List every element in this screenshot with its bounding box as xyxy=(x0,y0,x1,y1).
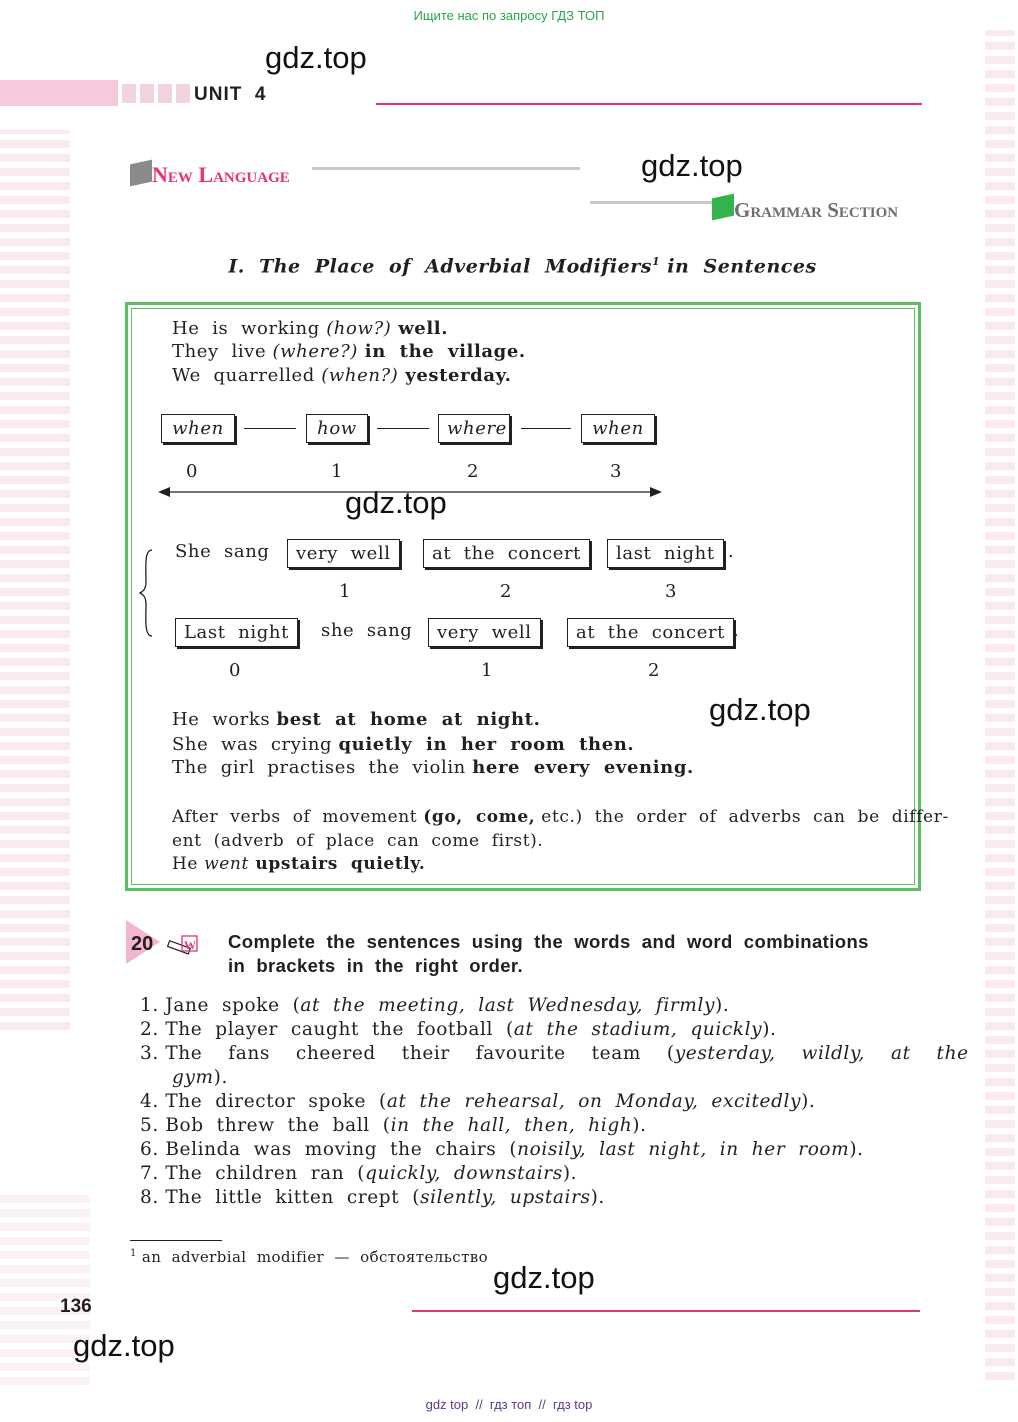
example-line: He is working (how?) well. xyxy=(172,318,449,339)
item-text: The fans cheered their favourite team ( xyxy=(158,1043,675,1064)
flag-icon xyxy=(130,160,152,187)
example-line: The girl practises the violin here every evening. xyxy=(172,757,694,778)
item-words: silently, upstairs xyxy=(420,1187,591,1208)
item-end: ). xyxy=(715,995,730,1016)
scheme-box: when xyxy=(161,414,235,443)
adverb-box: at the concert xyxy=(423,539,590,568)
scheme-number: 2 xyxy=(467,461,479,482)
position-number: 2 xyxy=(500,581,512,602)
position-number: 0 xyxy=(229,660,241,681)
item-words: quickly, downstairs xyxy=(365,1163,563,1184)
watermark: gdz.top xyxy=(641,148,743,183)
rule-note: After verbs of movement (go, come, etc.) the order of adverbs can be differ- xyxy=(172,807,949,827)
top-note: Ищите нас по запросу ГДЗ ТОП xyxy=(413,8,605,23)
sentence-start: She sang xyxy=(175,541,270,562)
item-number: 3. xyxy=(140,1043,159,1064)
watermark: gdz.top xyxy=(265,40,367,75)
item-end: ). xyxy=(849,1139,864,1160)
item-text: Jane spoke ( xyxy=(158,995,301,1016)
double-arrow xyxy=(158,484,662,500)
example-line: She was crying quietly in her room then. xyxy=(172,734,635,755)
item-number: 7. xyxy=(140,1163,159,1184)
task-instruction: Complete the sentences using the words and word combinations in brackets in the right order. xyxy=(228,931,869,976)
item-number: 6. xyxy=(140,1139,159,1160)
item-text: The director spoke ( xyxy=(158,1091,387,1112)
position-number: 2 xyxy=(648,660,660,681)
list-item xyxy=(140,1042,969,1066)
item-end: ). xyxy=(801,1091,816,1112)
section-title: I. The Place of Adverbial Modifiers$^1$ in Sentences xyxy=(228,255,817,278)
item-number: 2. xyxy=(140,1019,159,1040)
rule-box xyxy=(125,302,921,891)
adverb-box: Last night xyxy=(175,618,298,647)
right-decoration xyxy=(985,30,1015,1380)
list-item xyxy=(140,1162,920,1186)
item-text: The little kitten crept ( xyxy=(158,1187,421,1208)
item-end: ). xyxy=(213,1067,228,1088)
flag-icon xyxy=(712,194,734,221)
scheme-box: where xyxy=(438,414,510,443)
period: . xyxy=(728,541,735,562)
exercise-list xyxy=(140,994,969,1210)
item-words: in the hall, then, high xyxy=(390,1115,633,1136)
list-item xyxy=(140,1090,920,1114)
footnote: $^1$ an adverbial modifier — обстоятельство xyxy=(130,1248,489,1266)
watermark: gdz.top xyxy=(709,692,811,727)
watermark: gdz.top xyxy=(73,1328,175,1363)
position-number: 1 xyxy=(481,660,493,681)
item-words: noisily, last night, in her room xyxy=(517,1139,850,1160)
position-number: 1 xyxy=(339,581,351,602)
rule-note: ent (adverb of place can come first). xyxy=(172,831,544,851)
adverb-box: last night xyxy=(607,539,724,568)
item-end: ). xyxy=(590,1187,605,1208)
list-item xyxy=(140,994,920,1018)
item-words: at the stadium, quickly xyxy=(513,1019,763,1040)
list-item xyxy=(140,1186,920,1210)
item-words: gym xyxy=(172,1067,214,1088)
item-end: ). xyxy=(762,1019,777,1040)
item-words: at the meeting, last Wednesday, firmly xyxy=(300,995,716,1016)
list-item xyxy=(140,1066,920,1090)
rule-note: He went upstairs quietly. xyxy=(172,854,426,874)
scheme-number: 3 xyxy=(610,461,622,482)
sentence-middle: she sang xyxy=(321,620,413,641)
item-number: 4. xyxy=(140,1091,159,1112)
svg-text:W: W xyxy=(184,938,196,952)
scheme-box: when xyxy=(581,414,655,443)
scheme-number: 0 xyxy=(186,461,198,482)
footer-rule xyxy=(412,1310,920,1312)
list-item xyxy=(140,1138,920,1162)
item-words: yesterday, wildly, at the xyxy=(674,1043,969,1064)
example-line: They live (where?) in the village. xyxy=(172,341,526,362)
period: . xyxy=(733,620,740,641)
item-text: Bob threw the ball ( xyxy=(158,1115,391,1136)
example-line: We quarrelled (when?) yesterday. xyxy=(172,365,512,386)
bottom-note: gdz top // гдз топ // гдз top xyxy=(425,1397,593,1412)
scheme-number: 1 xyxy=(331,461,343,482)
item-number: 8. xyxy=(140,1187,159,1208)
adverb-box: at the concert xyxy=(567,618,734,647)
page-number: 136 xyxy=(60,1296,92,1317)
watermark: gdz.top xyxy=(493,1260,595,1295)
item-text: The children ran ( xyxy=(158,1163,366,1184)
scheme-dash xyxy=(521,428,571,429)
new-language-rule xyxy=(312,167,580,170)
item-text: The player caught the football ( xyxy=(158,1019,514,1040)
watermark: gdz.top xyxy=(345,485,447,520)
position-number: 3 xyxy=(665,581,677,602)
scheme-dash xyxy=(377,428,429,429)
item-number: 5. xyxy=(140,1115,159,1136)
item-text: Belinda was moving the chairs ( xyxy=(158,1139,518,1160)
item-number: 1. xyxy=(140,995,159,1016)
header-band xyxy=(0,80,118,106)
grammar-rule xyxy=(590,201,712,204)
scheme-box: how xyxy=(306,414,368,443)
curly-brace xyxy=(138,548,154,638)
adverb-box: very well xyxy=(287,539,400,568)
item-words: at the rehearsal, on Monday, excitedly xyxy=(386,1091,802,1112)
list-item xyxy=(140,1018,920,1042)
pencil-icon xyxy=(166,934,202,958)
item-end: ). xyxy=(632,1115,647,1136)
header-squares xyxy=(122,84,190,103)
task-number: 20 xyxy=(131,933,154,955)
list-item xyxy=(140,1114,920,1138)
adverb-box: very well xyxy=(428,618,541,647)
footnote-rule xyxy=(130,1240,222,1241)
example-line: He works best at home at night. xyxy=(172,709,541,730)
unit-label: UNIT 4 xyxy=(194,84,267,105)
item-end: ). xyxy=(562,1163,578,1184)
header-rule xyxy=(376,103,922,105)
scheme-dash xyxy=(244,428,296,429)
